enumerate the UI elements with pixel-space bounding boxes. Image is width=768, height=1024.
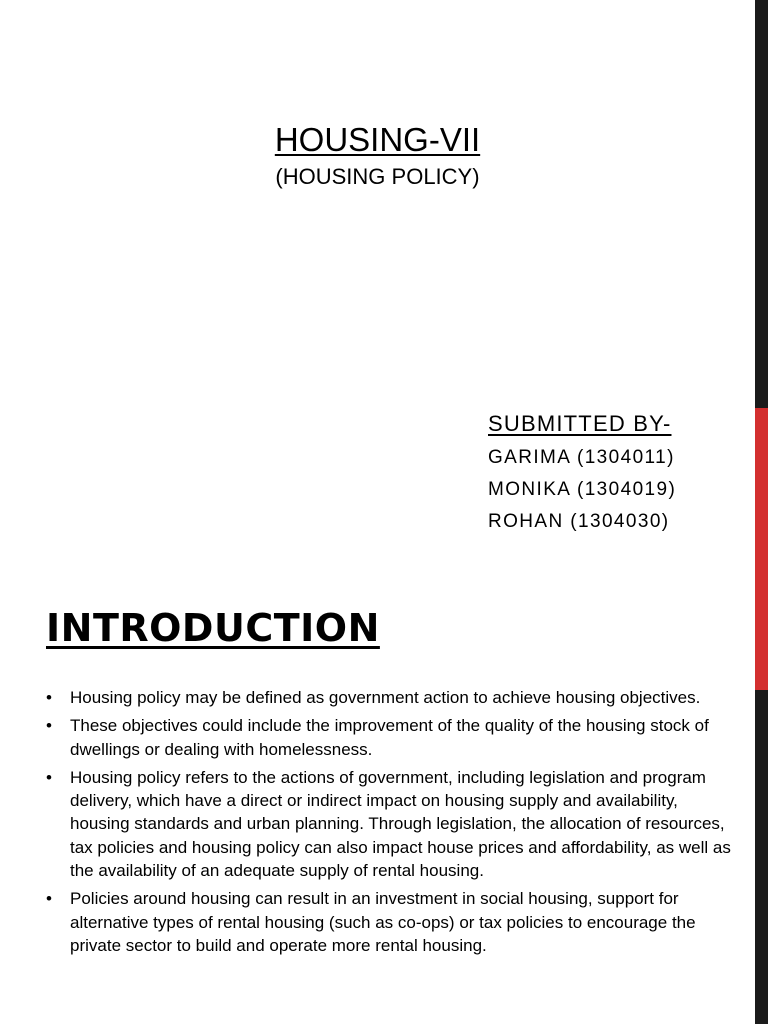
right-accent-bar — [755, 408, 768, 690]
bullet-text: Policies around housing can result in an investment in social housing, support for alternative types of rental housing (such as co-ops) or tax policies to encourage the private sector to build and operate more rental housing. — [70, 889, 696, 955]
bullet-icon: • — [46, 889, 52, 909]
submitter-name: GARIMA (1304011) — [488, 447, 675, 468]
slide-subtitle: (HOUSING POLICY) — [275, 164, 480, 189]
bullet-item — [46, 714, 736, 761]
introduction-heading: INTRODUCTION — [46, 606, 380, 650]
bullet-text: These objectives could include the improvement of the quality of the housing stock of dwellings or dealing with homelessness. — [70, 716, 709, 759]
bullet-icon: • — [46, 688, 52, 707]
submitter-name: MONIKA (1304019) — [488, 479, 677, 500]
introduction-bullet-list — [46, 686, 736, 962]
bullet-icon: • — [46, 716, 52, 736]
bullet-text: Housing policy refers to the actions of government, including legislation and program delivery, which have a direct or indirect impact on housing supply and availability, housing standards and urban planning. Through legislation, the allocation of resources, tax policies and housing policy can also impact house prices and affordability, as well as the availability of an adequate supply of rental housing. — [70, 767, 731, 881]
bullet-item — [46, 686, 736, 709]
title-block — [0, 118, 755, 192]
bullet-item — [46, 766, 736, 882]
slide-title: HOUSING-VII — [274, 121, 481, 158]
submitted-by-heading: SUBMITTED BY- — [488, 411, 672, 436]
bullet-item — [46, 887, 736, 957]
bullet-icon: • — [46, 767, 52, 787]
submitter-name: ROHAN (1304030) — [488, 511, 670, 532]
submitter-list — [488, 442, 748, 538]
bullet-text: Housing policy may be defined as government action to achieve housing objectives. — [70, 688, 701, 707]
submitted-by-block — [488, 408, 748, 538]
